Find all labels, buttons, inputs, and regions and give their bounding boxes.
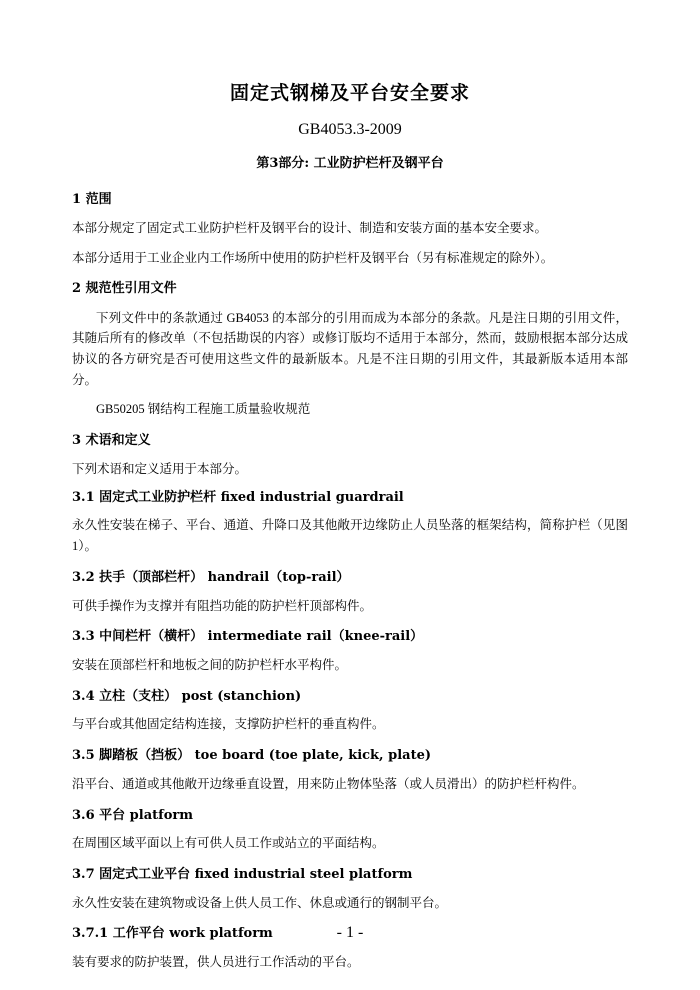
term-3-2 bbox=[72, 569, 628, 616]
section-terms-and-definitions bbox=[72, 432, 628, 480]
term-heading: 3.5 脚踏板（挡板） toe board (toe plate, kick, plate) bbox=[72, 748, 431, 764]
term-definition: 永久性安装在建筑物或设备上供人员工作、休息或通行的钢制平台。 bbox=[72, 895, 448, 910]
term-definition: 装有要求的防护装置，供人员进行工作活动的平台。 bbox=[72, 955, 360, 970]
page-number: - 1 - bbox=[336, 924, 364, 941]
term-heading: 3.3 中间栏杆（横杆） intermediate rail（knee-rail） bbox=[72, 629, 424, 645]
term-heading: 3.7.1 工作平台 work platform bbox=[72, 926, 273, 942]
section-normative-references bbox=[72, 280, 628, 419]
term-3-3 bbox=[72, 628, 628, 675]
page-title: 固定式钢梯及平台安全要求 bbox=[229, 82, 470, 104]
section-paragraph: 本部分适用于工业企业内工作场所中使用的防护栏杆及钢平台（另有标准规定的除外）。 bbox=[72, 250, 554, 265]
term-definition: 在周围区域平面以上有可供人员工作或站立的平面结构。 bbox=[72, 836, 385, 851]
standard-number: GB4053.3-2009 bbox=[298, 121, 402, 138]
term-3-7 bbox=[72, 866, 628, 913]
section-heading: 3 术语和定义 bbox=[72, 432, 151, 448]
term-3-6 bbox=[72, 807, 628, 854]
term-definition: 可供手操作为支撑并有阻挡功能的防护栏杆顶部构件。 bbox=[72, 598, 373, 613]
section-paragraph: 本部分规定了固定式工业防护栏杆及钢平台的设计、制造和安装方面的基本安全要求。 bbox=[72, 221, 548, 236]
term-heading: 3.6 平台 platform bbox=[72, 807, 193, 823]
term-definition: 沿平台、通道或其他敞开边缘垂直设置，用来防止物体坠落（或人员滑出）的防护栏杆构件。 bbox=[72, 776, 585, 791]
section-paragraph: 下列文件中的条款通过 GB4053 的本部分的引用而成为本部分的条款。凡是注日期的引用文件，其随后所有的修改单（不包括勘误的内容）或修订版均不适用于本部分，然而，鼓励根据本部分达成协议的各方研究是否可使用这些文件的最新版本。凡是不注日期的引用文件，其最新版本适用本部分。 bbox=[72, 310, 628, 387]
term-definition: 安装在顶部栏杆和地板之间的防护栏杆水平构件。 bbox=[72, 657, 348, 672]
term-heading: 3.1 固定式工业防护栏杆 fixed industrial guardrail bbox=[72, 489, 404, 505]
term-heading: 3.4 立柱（支柱） post (stanchion) bbox=[72, 688, 302, 704]
term-definition: 永久性安装在梯子、平台、通道、升降口及其他敞开边缘防止人员坠落的框架结构，简称护栏（见图1）。 bbox=[72, 518, 628, 554]
term-3-5 bbox=[72, 747, 628, 794]
term-heading: 3.2 扶手（顶部栏杆） handrail（top-rail） bbox=[72, 569, 350, 585]
section-paragraph: 下列术语和定义适用于本部分。 bbox=[72, 461, 248, 476]
section-heading: 2 规范性引用文件 bbox=[72, 281, 177, 297]
section-heading: 1 范围 bbox=[72, 192, 112, 207]
term-3-4 bbox=[72, 688, 628, 735]
term-definition: 与平台或其他固定结构连接，支撑防护栏杆的垂直构件。 bbox=[72, 717, 385, 732]
document-subtitle: 第3部分: 工业防护栏杆及钢平台 bbox=[256, 156, 444, 171]
section-scope bbox=[72, 191, 628, 268]
term-3-1 bbox=[72, 489, 628, 557]
referenced-standard: GB50205 钢结构工程施工质量验收规范 bbox=[96, 402, 311, 417]
term-heading: 3.7 固定式工业平台 fixed industrial steel platform bbox=[72, 867, 413, 882]
